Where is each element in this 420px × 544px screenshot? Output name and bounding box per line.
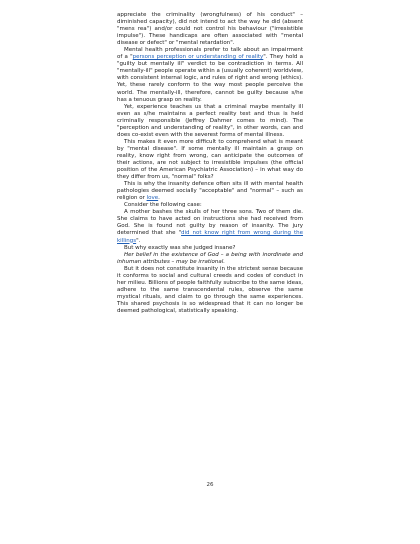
paragraph-6 [117,202,303,209]
reality-perception-link[interactable]: persons perception or understanding of reality [132,54,264,61]
paragraph-4 [117,139,303,181]
paragraph-text: This is why the insanity defence often sits ill with mental health pathologies deemed socially "acceptable" and "normal" – such as religion or [117,181,303,202]
paragraph-text: Yet, experience teaches us that a criminal maybe mentally ill even as s/he maintains a perfect reality test and thus is held criminally responsible (Jeffrey Dahmer comes to mind). The "perception and understanding of reality", in other words, can and does co-exist even with the severest forms of mental illness. [117,103,303,138]
paragraph-text: . [158,195,160,202]
italic-paragraph-text: Her belief in the existence of God – a being with inordinate and inhuman attributes – may be irrational. [117,251,303,265]
paragraph-9 [117,252,303,266]
paragraph-8 [117,245,303,252]
paragraph-text: ". [136,237,141,244]
paragraph-text: This makes it even more difficult to comprehend what is meant by "mental disease". If some mentally ill maintain a grasp on reality, know right from wrong, can anticipate the outcomes of their actions, are not subject to irresistible impulses (the official position of the American Psychiatric Association) – in what way do they differ from us, "normal" folks? [117,138,303,181]
love-link[interactable]: love [146,195,159,202]
paragraph-2 [117,47,303,103]
page-number: 26 [206,482,214,488]
paragraph-text: Mental health professionals prefer to talk about an impairment of a " [117,47,303,61]
paragraph-text: But why exactly was she judged insane? [124,244,236,251]
paragraph-text: But it does not constitute insanity in the strictest sense because it conforms to social and cultural creeds and codes of conduct in her milieu. Billions of people faithfully subscribe to the same ideas, adhere to the same transcendental rules, observe the same mystical rituals, and claim to go through the same experiences. This shared psychosis is so widespread that it can no longer be deemed pathological, statistically speaking. [117,265,303,314]
paragraph-10 [117,266,303,315]
body-text [117,12,303,315]
paragraph-text: appreciate the criminality (wrongfulness) of his conduct" – diminished capacity), did not intend to act the way he did (absent "mens rea") and/or could not control his behaviour ("irresistible impulse"). These handicaps are often associated with "mental disease or defect" or "mental retardation". [117,12,303,47]
paragraph-5 [117,181,303,202]
paragraph-7 [117,209,303,244]
right-from-wrong-link[interactable]: did not know right from wrong during the killings [117,230,303,244]
paragraph-text: Consider the following case: [124,202,202,209]
paragraph-text: A mother bashes the skulls of her three sons. Two of them die. She claims to have acted on instructions she had received from God. She is found not guilty by reason of insanity. The jury determined that she " [117,209,303,237]
paragraph-text: ". They hold a "guilty but mentally ill" verdict to be contradiction in terms. All "mentally-ill" people operate within a (usually coherent) worldview, with consistent internal logic, and rules of right and wrong (ethics). Yet, these rarely conform to the way most people perceive the world. The mentally-ill, therefore, cannot be guilty because s/he has a tenuous grasp on reality. [117,54,304,103]
paragraph-3 [117,104,303,139]
paragraph-1 [117,12,303,47]
